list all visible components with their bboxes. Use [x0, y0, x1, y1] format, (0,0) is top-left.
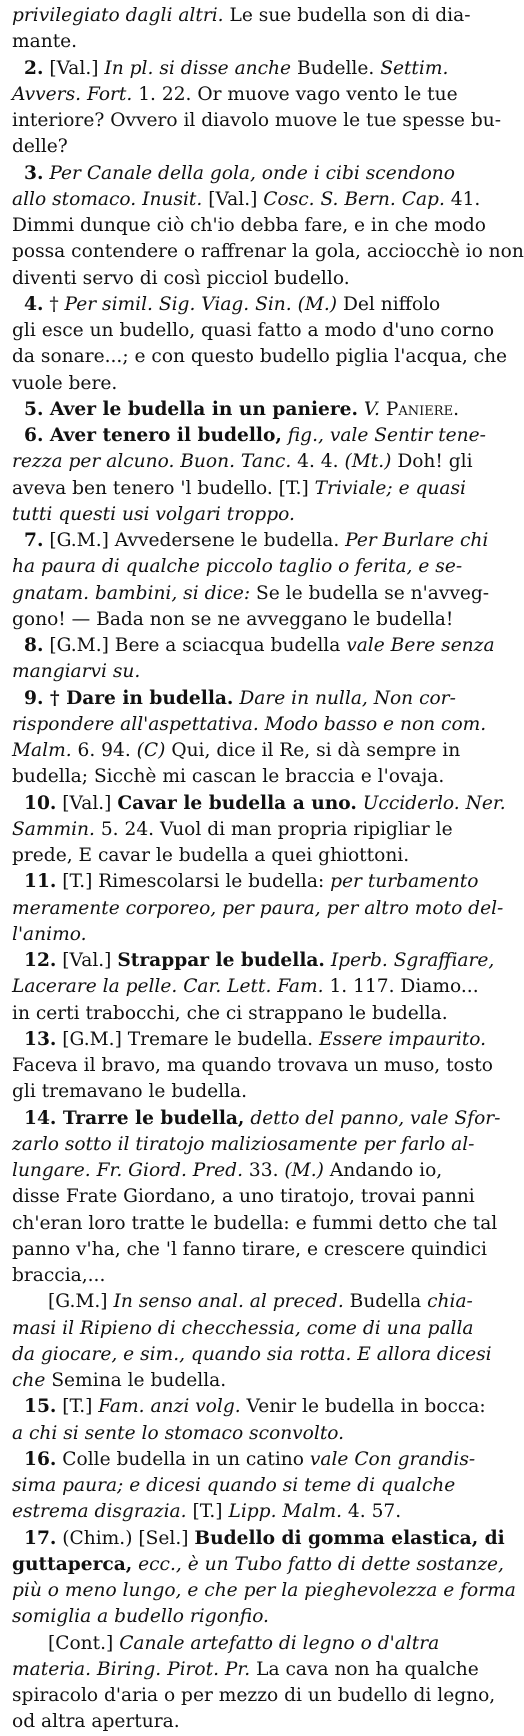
text-run: Per Burlare chi	[345, 530, 489, 551]
text-run: Lacerare la pelle. Car. Lett. Fam.	[12, 976, 324, 998]
text-line	[12, 1027, 487, 1053]
text-run: che	[12, 1370, 46, 1391]
text-run: Paniere.	[385, 398, 459, 420]
text-run: 7.	[24, 530, 44, 551]
text-line	[12, 161, 465, 187]
text-line	[12, 134, 465, 160]
text-line	[12, 1079, 465, 1105]
text-run: guttaperca,	[12, 1553, 133, 1575]
text-line	[12, 738, 465, 764]
text-run: privilegiato dagli altri.	[12, 5, 224, 26]
text-run: rezza per alcuno. Buon. Tanc.	[12, 451, 292, 473]
text-line	[12, 1683, 496, 1709]
text-run: Se le budella se n'avveg-	[250, 582, 490, 604]
text-run: fig., vale Sentir tene-	[287, 425, 486, 446]
text-run: Ucciderlo. Ner.	[362, 792, 506, 814]
text-line	[12, 1578, 516, 1604]
text-run: disse Frate Giordano, a uno tiratojo, trovai panni	[12, 1186, 475, 1208]
text-line	[12, 502, 465, 528]
text-run: 5. Aver le budella in un paniere.	[24, 398, 358, 420]
text-line	[12, 528, 489, 554]
text-run: (M.)	[284, 1160, 324, 1181]
text-line	[12, 423, 486, 449]
text-run: Malm.	[12, 740, 72, 761]
text-run: 5. 24. Vuol di man propria ripigliar le	[94, 818, 453, 840]
text-run: 41.	[444, 188, 481, 210]
text-run: gli esce un budello, quasi fatto a modo d'uno corno	[12, 320, 495, 341]
text-line	[12, 1604, 465, 1630]
text-run: Lipp. Malm.	[228, 1501, 343, 1523]
text-line	[12, 659, 465, 685]
text-run: [Val.]	[56, 792, 118, 814]
text-run: V.	[363, 398, 380, 420]
text-line	[12, 1211, 498, 1237]
text-run: Fam. anzi volg.	[98, 1396, 241, 1418]
text-run: detto del panno, vale Sfor-	[250, 1107, 501, 1129]
text-run: [Val.]	[202, 188, 264, 210]
text-line	[12, 476, 465, 502]
text-run: più o meno lungo, e che per la pieghevolezza e forma	[12, 1580, 516, 1601]
text-line	[12, 1394, 486, 1420]
text-run: vale Con grandis-	[309, 1448, 476, 1470]
text-run: masi il Ripieno di checchessia, come di una palla	[12, 1317, 474, 1339]
text-line	[12, 1552, 504, 1578]
text-line	[12, 633, 495, 659]
text-run: 1. 117. Diamo...	[323, 976, 479, 998]
text-line	[12, 371, 465, 397]
text-run: [T.] Rimescolarsi le budella:	[56, 871, 331, 893]
text-line	[12, 869, 479, 895]
text-run: mangiarvi su.	[12, 661, 141, 683]
text-run: vuole bere.	[12, 372, 118, 394]
text-run: In senso anal. al preced.	[113, 1291, 344, 1313]
text-run: 17.	[24, 1527, 57, 1549]
text-line	[12, 1657, 479, 1683]
text-run: [T.]	[186, 1501, 229, 1523]
text-run: gono! — Bada non se ne avveggano le budella!	[12, 608, 454, 630]
text-run: vale Bere senza	[346, 635, 495, 656]
text-run: meramente corporeo, per paura, per altro moto del-	[12, 897, 504, 919]
text-line	[12, 1526, 505, 1552]
text-line	[12, 397, 465, 423]
text-line	[12, 922, 465, 948]
text-run: 14. Trarre le budella,	[24, 1107, 245, 1129]
text-run: Settim.	[380, 57, 449, 79]
text-line	[12, 344, 508, 370]
text-line	[12, 843, 465, 869]
text-run: gli tremavano le budella.	[12, 1081, 247, 1103]
text-run: sima paura; e dicesi quando si teme di qualche	[12, 1475, 456, 1496]
text-run: 10.	[24, 792, 57, 814]
text-run: 6. Aver tenero il budello,	[24, 425, 282, 446]
text-run: 16.	[24, 1448, 57, 1470]
text-run: tutti questi usi volgari troppo.	[12, 503, 295, 525]
text-run: Colle budella in un catino	[56, 1448, 310, 1470]
text-line	[12, 213, 486, 239]
text-line	[12, 1237, 487, 1263]
text-run: 6. 94.	[71, 740, 137, 761]
text-run: Per simil. Sig. Viag. Sin. (M.)	[64, 293, 338, 315]
text-run: estrema disgrazia.	[12, 1501, 187, 1523]
text-run: a chi si sente lo stomaco sconvolto.	[12, 1422, 345, 1444]
text-run: Doh! gli	[391, 451, 473, 473]
text-run: allo stomaco. Inusit.	[12, 188, 203, 210]
text-line	[12, 292, 465, 318]
text-line	[12, 1106, 501, 1132]
text-run: gnatam. bambini, si dice:	[12, 582, 251, 604]
text-run: [G.M.]	[48, 1291, 114, 1313]
text-line	[12, 607, 465, 633]
text-run: ch'eran loro tratte le budella: e fummi detto che tal	[12, 1212, 498, 1234]
text-run: 4.	[24, 293, 44, 315]
text-run: [G.M.] Bere a sciacqua budella	[43, 635, 347, 656]
text-run: Canale artefatto di legno o d'altra	[119, 1632, 440, 1654]
text-run: lungare. Fr. Giord. Pred.	[12, 1160, 243, 1181]
text-run: Iperb. Sgraffiare,	[330, 950, 495, 971]
text-run: 33.	[243, 1160, 285, 1181]
text-run: Dare in nulla, Non cor-	[239, 687, 456, 709]
text-line	[12, 449, 473, 475]
text-run: Budello di gomma elastica, di	[194, 1527, 505, 1549]
text-run: ecc., è un Tubo fatto di dette sostanze,	[138, 1553, 504, 1575]
text-line	[12, 1368, 465, 1394]
text-run: 4. 57.	[342, 1501, 402, 1523]
text-run: [Val.]	[43, 57, 105, 79]
text-line	[12, 3, 471, 29]
text-run: 12.	[24, 950, 57, 971]
text-line	[12, 554, 465, 580]
text-run: Semina le budella.	[45, 1370, 227, 1391]
text-line	[12, 108, 501, 134]
text-line	[12, 974, 479, 1000]
text-line	[12, 896, 504, 922]
text-run: 2.	[24, 57, 44, 79]
text-run: La cava non ha qualche	[250, 1658, 479, 1680]
text-run: chia-	[427, 1291, 473, 1313]
text-run: [G.M.] Avvedersene le budella.	[43, 530, 346, 551]
text-line	[12, 1342, 492, 1368]
text-run: [Val.]	[56, 950, 118, 971]
text-line	[12, 764, 465, 790]
text-run: Budelle.	[291, 57, 381, 79]
text-line	[12, 1473, 465, 1499]
text-run: 15.	[24, 1396, 57, 1418]
text-run: Dimmi dunque ciò ch'io debba fare, e in che modo	[12, 215, 486, 236]
text-run: [G.M.] Tremare le budella.	[56, 1028, 319, 1050]
text-run: 1. 22. Or muove vago vento le tue	[132, 83, 458, 105]
text-run: da giocare, e sim., quando sia rotta. E allora dicesi	[12, 1343, 492, 1365]
text-run: budella; Sicchè mi cascan le braccia e l'ovaja.	[12, 766, 445, 788]
text-line	[12, 82, 465, 108]
text-run: Strappar le budella.	[117, 950, 325, 971]
text-run: Andando io,	[323, 1160, 443, 1181]
text-line	[12, 318, 495, 344]
text-run: somiglia a budello rigonfio.	[12, 1606, 269, 1628]
text-line	[12, 1289, 473, 1315]
text-run: materia. Biring. Pirot. Pr.	[12, 1658, 251, 1680]
text-run: 11.	[24, 871, 57, 893]
text-run: Del niffolo	[337, 293, 441, 315]
text-run: prede, E cavar le budella a quei ghiottoni.	[12, 845, 410, 866]
text-run: mante.	[12, 31, 78, 53]
text-run: rispondere all'aspettativa. Modo basso e non com.	[12, 713, 487, 735]
text-line	[12, 1158, 465, 1184]
text-line	[12, 266, 465, 292]
text-run: Le sue budella son di dia-	[223, 5, 471, 26]
text-run: 8.	[24, 635, 44, 656]
text-run: (Mt.)	[344, 451, 392, 473]
text-run: od altra apertura.	[12, 1711, 180, 1733]
text-run: Budella	[343, 1291, 428, 1313]
text-run: l'animo.	[12, 923, 87, 945]
text-line	[12, 1421, 465, 1447]
text-run: Faceva il bravo, ma quando trovava un muso, tosto	[12, 1055, 493, 1076]
text-line	[12, 239, 524, 265]
text-line	[12, 1263, 465, 1289]
text-run: da sonare...; e con questo budello piglia l'acqua, che	[12, 346, 508, 368]
text-run: Per Canale della gola, onde i cibi scendono	[49, 162, 455, 184]
text-run: †	[43, 293, 65, 315]
text-run: Cavar le budella a uno.	[117, 792, 357, 814]
text-run: [Cont.]	[48, 1632, 120, 1654]
text-line	[12, 1316, 474, 1342]
text-run: 13.	[24, 1028, 57, 1050]
text-run: zarlo sotto il tiratojo maliziosamente per farlo al-	[12, 1133, 475, 1155]
text-line	[12, 187, 481, 213]
text-run: In pl. si disse anche	[104, 57, 292, 79]
text-line	[12, 1053, 493, 1079]
text-line	[12, 1499, 465, 1525]
text-run: delle?	[12, 136, 68, 158]
text-line	[12, 1001, 465, 1027]
text-line	[12, 1447, 476, 1473]
text-run: panno v'ha, che 'l fanno tirare, e crescere quindici	[12, 1238, 487, 1260]
text-line	[12, 712, 487, 738]
text-run: 3.	[24, 162, 44, 184]
text-run: (C)	[136, 740, 166, 761]
text-line	[12, 817, 465, 843]
text-run: Qui, dice il Re, si dà sempre in	[165, 740, 461, 761]
text-run: 9. † Dare in budella.	[24, 687, 234, 709]
text-run: per turbamento	[330, 871, 479, 893]
text-line	[12, 29, 465, 55]
text-run: Venir le budella in bocca:	[240, 1396, 486, 1418]
text-run: possa contendere o raffrenar la gola, acciocchè io non	[12, 241, 524, 263]
text-run: braccia,...	[12, 1265, 106, 1286]
text-line	[12, 1132, 475, 1158]
text-run: Cosc. S. Bern. Cap.	[263, 188, 445, 210]
text-run: spiracolo d'aria o per mezzo di un budello di legno,	[12, 1685, 496, 1706]
text-line	[12, 791, 506, 817]
text-run: diventi servo di così picciol budello.	[12, 267, 350, 289]
text-run: 4. 4.	[291, 451, 345, 473]
text-line	[12, 686, 465, 712]
text-run: interiore? Ovvero il diavolo muove le tue spesse bu-	[12, 110, 501, 131]
text-line	[12, 1709, 465, 1735]
text-line	[12, 948, 495, 974]
text-line	[12, 1184, 475, 1210]
text-line	[12, 581, 490, 607]
text-run: (Chim.) [Sel.]	[56, 1527, 195, 1549]
text-run: ha paura di qualche piccolo taglio o ferita, e se-	[12, 556, 463, 578]
text-run: Sammin.	[12, 818, 95, 840]
text-run: Triviale; e quasi	[314, 477, 466, 499]
text-run: aveva ben tenero 'l budello. [T.]	[12, 477, 315, 499]
text-line	[12, 1631, 465, 1657]
text-run: Avvers. Fort.	[12, 83, 133, 105]
text-run: [T.]	[56, 1396, 99, 1418]
text-run: in certi trabocchi, che ci strappano le budella.	[12, 1002, 448, 1024]
text-line	[12, 56, 465, 82]
text-run: Essere impaurito.	[319, 1028, 487, 1050]
